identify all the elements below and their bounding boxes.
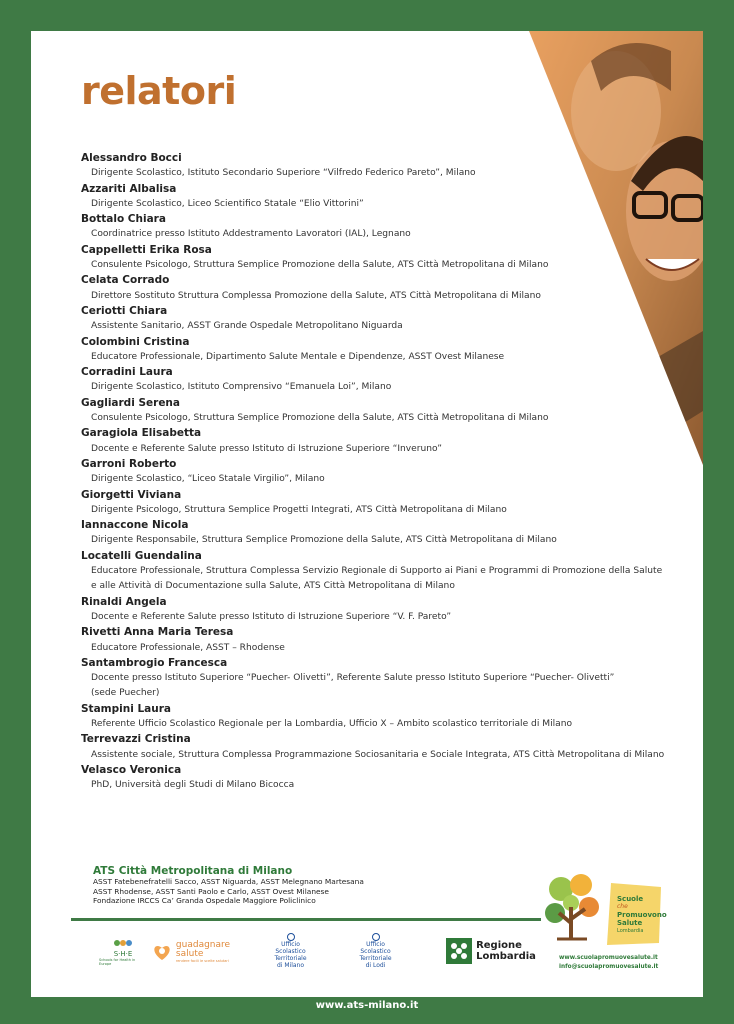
scuole-promuovono-salute-logo bbox=[541, 873, 691, 983]
usr-lodi-line: Scolastico bbox=[360, 948, 391, 955]
speaker-role: Dirigente Scolastico, Liceo Scientifico Statale “Elio Vittorini” bbox=[91, 198, 364, 209]
speaker-role: Assistente sociale, Struttura Complessa Programmazione Sociosanitaria e Sociale Integrata, ATS Città Metropolitana di Milano bbox=[91, 749, 665, 760]
speaker-name: Garroni Roberto bbox=[81, 457, 177, 470]
speaker-name: Cappelletti Erika Rosa bbox=[81, 243, 212, 256]
speaker-role: PhD, Università degli Studi di Milano Bicocca bbox=[91, 780, 295, 791]
speaker-name: Ceriotti Chiara bbox=[81, 304, 168, 317]
speaker-list bbox=[81, 151, 681, 793]
speaker-role: Docente e Referente Salute presso Istituto di Istruzione Superiore “Inveruno” bbox=[91, 443, 442, 454]
speaker-role: Docente e Referente Salute presso Istituto di Istruzione Superiore “V. F. Pareto” bbox=[91, 611, 452, 622]
gs-line2: salute bbox=[175, 949, 204, 959]
school-email: info@scuolapromuovesalute.it bbox=[559, 964, 659, 970]
organization-line: Fondazione IRCCS Ca’ Granda Ospedale Maggiore Policlinico bbox=[93, 896, 316, 905]
school-line1: Scuole bbox=[617, 895, 644, 903]
gs-subtitle: rendere facili le scelte salutari bbox=[175, 959, 229, 963]
usr-milano-line: di Milano bbox=[276, 962, 305, 969]
organization-name: ATS Città Metropolitana di Milano bbox=[93, 865, 293, 877]
lombardia-line2: Lombardia bbox=[476, 951, 536, 962]
usr-milano-line: Territoriale bbox=[274, 955, 307, 962]
speaker-role: Direttore Sostituto Struttura Complessa Promozione della Salute, ATS Città Metropolitana di Milano bbox=[91, 290, 541, 301]
speaker-role: Assistente Sanitario, ASST Grande Ospedale Metropolitano Niguarda bbox=[91, 321, 403, 332]
speaker-role: Educatore Professionale, Dipartimento Salute Mentale e Dipendenze, ASST Ovest Milanese bbox=[91, 351, 505, 362]
lombardia-line1: Regione bbox=[476, 940, 522, 951]
school-line3: Promuovono bbox=[617, 911, 667, 919]
usr-lodi-line: Ufficio bbox=[366, 941, 385, 948]
speaker-role: Consulente Psicologo, Struttura Semplice Promozione della Salute, ATS Città Metropolitana di Milano bbox=[91, 260, 549, 271]
usr-milano-line: Ufficio bbox=[281, 941, 300, 948]
speaker-role: Dirigente Responsabile, Struttura Semplice Promozione della Salute, ATS Città Metropolitana di Milano bbox=[91, 535, 557, 546]
school-line4: Salute bbox=[617, 919, 643, 927]
speaker-role: Coordinatrice presso Istituto Addestramento Lavoratori (IAL), Legnano bbox=[91, 229, 411, 240]
speaker-name: Garagiola Elisabetta bbox=[81, 427, 202, 440]
gs-line1: guadagnare bbox=[175, 940, 231, 950]
lombardia-rose-icon bbox=[446, 938, 472, 964]
speaker-name: Alessandro Bocci bbox=[81, 152, 182, 164]
guadagnare-salute-logo bbox=[143, 933, 238, 971]
speaker-name: Velasco Veronica bbox=[81, 763, 182, 776]
speaker-role: e alle Attività di Documentazione sulla Salute, ATS Città Metropolitana di Milano bbox=[91, 581, 455, 592]
speaker-role: Educatore Professionale, Struttura Complessa Servizio Regionale di Supporto ai Piani e Programmi di Promozione della Salute bbox=[91, 566, 663, 577]
speaker-name: Locatelli Guendalina bbox=[81, 549, 202, 562]
speaker-name: Corradini Laura bbox=[81, 366, 173, 379]
document-page bbox=[31, 31, 703, 997]
speaker-name: Bottalo Chiara bbox=[81, 213, 166, 226]
emblem-icon bbox=[286, 933, 296, 941]
speaker-name: Gagliardi Serena bbox=[81, 396, 180, 409]
school-line5: Lombardia bbox=[617, 928, 644, 934]
speaker-name: Stampini Laura bbox=[81, 702, 171, 715]
page-title: relatori bbox=[81, 69, 237, 113]
she-logo-text: S·H·E bbox=[113, 950, 133, 958]
footer-organization bbox=[93, 865, 364, 906]
speaker-name: Azzariti Albalisa bbox=[81, 182, 177, 195]
organization-line: ASST Fatebenefratelli Sacco, ASST Niguarda, ASST Melegnano Martesana bbox=[93, 877, 364, 886]
usr-lodi-line: Territoriale bbox=[359, 955, 392, 962]
speaker-name: Rinaldi Angela bbox=[81, 595, 167, 608]
speaker-role: (sede Puecher) bbox=[91, 688, 160, 699]
speaker-name: Santambrogio Francesca bbox=[81, 656, 228, 669]
footer-divider bbox=[71, 918, 541, 921]
speaker-role: Referente Ufficio Scolastico Regionale per la Lombardia, Ufficio X – Ambito scolastico territoriale di Milano bbox=[91, 718, 573, 729]
speaker-role: Dirigente Scolastico, Istituto Comprensivo “Emanuela Loi”, Milano bbox=[91, 382, 392, 393]
she-logo bbox=[99, 933, 147, 969]
speaker-name: Iannaccone Nicola bbox=[81, 519, 189, 532]
usr-lodi-line: di Lodi bbox=[365, 962, 386, 969]
speaker-role: Dirigente Psicologo, Struttura Semplice Progetti Integrati, ATS Città Metropolitana di Milano bbox=[91, 504, 507, 515]
heart-icon bbox=[151, 942, 173, 962]
organization-line: ASST Rhodense, ASST Santi Paolo e Carlo, ASST Ovest Milanese bbox=[93, 886, 329, 896]
usr-lodi-logo bbox=[338, 931, 413, 971]
speaker-name: Rivetti Anna Maria Teresa bbox=[81, 626, 234, 639]
she-flower-icon bbox=[112, 936, 134, 950]
speaker-role: Dirigente Scolastico, “Liceo Statale Virgilio”, Milano bbox=[91, 474, 325, 485]
regione-lombardia-logo bbox=[441, 935, 541, 967]
speaker-role: Consulente Psicologo, Struttura Semplice Promozione della Salute, ATS Città Metropolitana di Milano bbox=[91, 413, 549, 424]
speaker-role: Dirigente Scolastico, Istituto Secondario Superiore “Vilfredo Federico Pareto”, Milano bbox=[91, 168, 476, 179]
speaker-name: Giorgetti Viviana bbox=[81, 488, 182, 501]
speaker-name: Terrevazzi Cristina bbox=[81, 733, 191, 746]
speaker-name: Celata Corrado bbox=[81, 274, 170, 287]
school-website: www.scuolapromuovesalute.it bbox=[559, 955, 658, 961]
usr-milano-logo bbox=[253, 931, 328, 971]
usr-milano-line: Scolastico bbox=[275, 948, 306, 955]
website-url[interactable]: www.ats-milano.it bbox=[315, 1000, 419, 1011]
speaker-role: Docente presso Istituto Superiore “Puecher- Olivetti”, Referente Salute presso Istituto Superiore “Puecher- Olivetti” bbox=[91, 673, 615, 684]
tree-icon bbox=[541, 873, 691, 951]
school-line2: che bbox=[617, 903, 628, 910]
emblem-icon bbox=[371, 933, 381, 941]
speaker-name: Colombini Cristina bbox=[81, 335, 190, 348]
she-logo-subtitle: Schools for Health in Europe bbox=[99, 958, 136, 966]
speaker-role: Educatore Professionale, ASST – Rhodense bbox=[91, 642, 285, 653]
